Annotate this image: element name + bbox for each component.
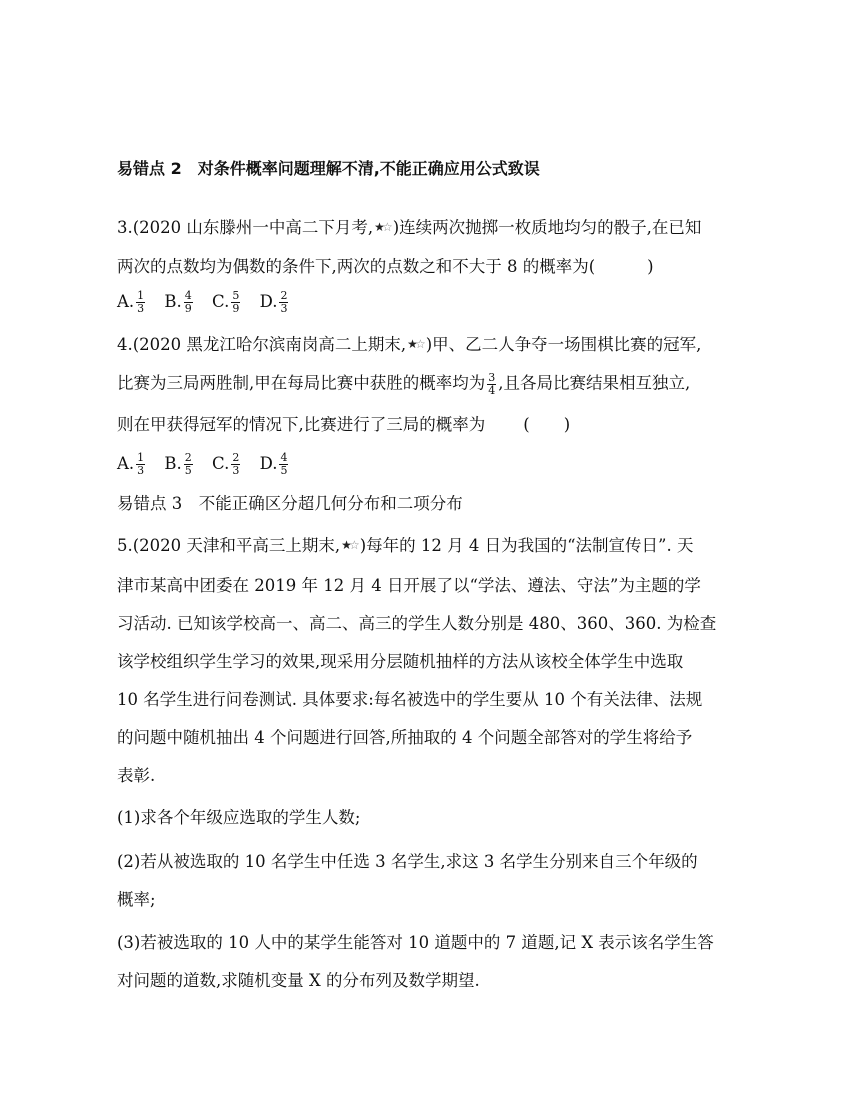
two-star-icon: ★☆	[374, 220, 390, 234]
question-5-line-7: 表彰.	[117, 766, 156, 785]
question-3-line-1-rest: )连续两次抛掷一枚质地均匀的骰子,在已知	[392, 218, 702, 237]
question-5-line-3: 习活动. 已知该学校高一、高二、高三的学生人数分别是 480、360、360. 为检查	[117, 614, 717, 633]
section-heading-3: 易错点 3 不能正确区分超几何分布和二项分布	[117, 494, 463, 513]
section-heading-2: 易错点 2 对条件概率问题理解不清,不能正确应用公式致误	[117, 159, 540, 178]
subquestion-3-line-1: (3)若被选取的 10 人中的某学生能答对 10 道题中的 7 道题,记 X 表示该名学生答	[117, 933, 714, 952]
question-5-line-2: 津市某高中团委在 2019 年 12 月 4 日开展了以“学法、遵法、守法”为主题的学	[117, 576, 701, 595]
subquestion-3-line-2: 对问题的道数,求随机变量 X 的分布列及数学期望.	[117, 971, 480, 990]
question-4-line-2: 比赛为三局两胜制,甲在每局比赛中获胜的概率均为 $\frac{3}{4}$ ,且各局比赛结果相互独立,	[117, 371, 691, 397]
option-d[interactable]: D. $\frac{2}{3}$	[259, 289, 288, 315]
question-3-options	[117, 290, 302, 314]
two-star-icon: ★☆	[341, 538, 357, 552]
question-4-line-1	[117, 337, 701, 354]
option-b[interactable]: B. $\frac{2}{5}$	[164, 451, 192, 477]
fraction: $\frac{5}{9}$	[232, 289, 240, 315]
question-3-line-2: 两次的点数均为偶数的条件下,两次的点数之和不大于 8 的概率为( )	[117, 257, 654, 276]
fraction: $\frac{4}{5}$	[280, 451, 288, 477]
question-5-line-4: 该学校组织学生学习的效果,现采用分层随机抽样的方法从该校全体学生中选取	[117, 652, 684, 671]
question-4-line-3: 则在甲获得冠军的情况下,比赛进行了三局的概率为 ( )	[117, 415, 571, 434]
subquestion-2-line-2: 概率;	[117, 890, 156, 909]
fraction: $\frac{2}{5}$	[184, 451, 192, 477]
fraction: $\frac{4}{9}$	[184, 289, 192, 315]
question-4-options	[117, 452, 302, 476]
two-star-icon: ★☆	[407, 337, 423, 351]
fraction: $\frac{2}{3}$	[232, 451, 240, 477]
subquestion-1: (1)求各个年级应选取的学生人数;	[117, 808, 361, 827]
option-c[interactable]: C. $\frac{2}{3}$	[212, 451, 240, 477]
subquestion-2-line-1: (2)若从被选取的 10 名学生中任选 3 名学生,求这 3 名学生分别来自三个年级的	[117, 852, 698, 871]
fraction: $\frac{2}{3}$	[280, 289, 288, 315]
option-a[interactable]: A. $\frac{1}{3}$	[117, 289, 145, 315]
question-5-line-5: 10 名学生进行问卷测试. 具体要求:每名被选中的学生要从 10 个有关法律、法规	[117, 690, 703, 709]
question-4-prefix: 4.(2020 黑龙江哈尔滨南岗高二上期末,	[117, 335, 407, 354]
option-c[interactable]: C. $\frac{5}{9}$	[212, 289, 240, 315]
question-5-line-6: 的问题中随机抽出 4 个问题进行回答,所抽取的 4 个问题全部答对的学生将给予	[117, 728, 693, 747]
option-a[interactable]: A. $\frac{1}{3}$	[117, 451, 145, 477]
fraction: $\frac{1}{3}$	[137, 451, 145, 477]
question-3-line-1	[117, 220, 701, 237]
fraction: $\frac{1}{3}$	[137, 289, 145, 315]
option-d[interactable]: D. $\frac{4}{5}$	[259, 451, 288, 477]
question-5-prefix: 5.(2020 天津和平高三上期末,	[117, 536, 341, 555]
question-3-prefix: 3.(2020 山东滕州一中高二下月考,	[117, 218, 374, 237]
fraction: $\frac{3}{4}$	[488, 371, 496, 397]
option-b[interactable]: B. $\frac{4}{9}$	[164, 289, 192, 315]
question-5-line-1: 5.(2020 天津和平高三上期末,★☆ )每年的 12 月 4 日为我国的“法制宣传日”. 天	[117, 536, 694, 555]
question-4-line-1-rest: )甲、乙二人争夺一场围棋比赛的冠军,	[425, 335, 702, 354]
